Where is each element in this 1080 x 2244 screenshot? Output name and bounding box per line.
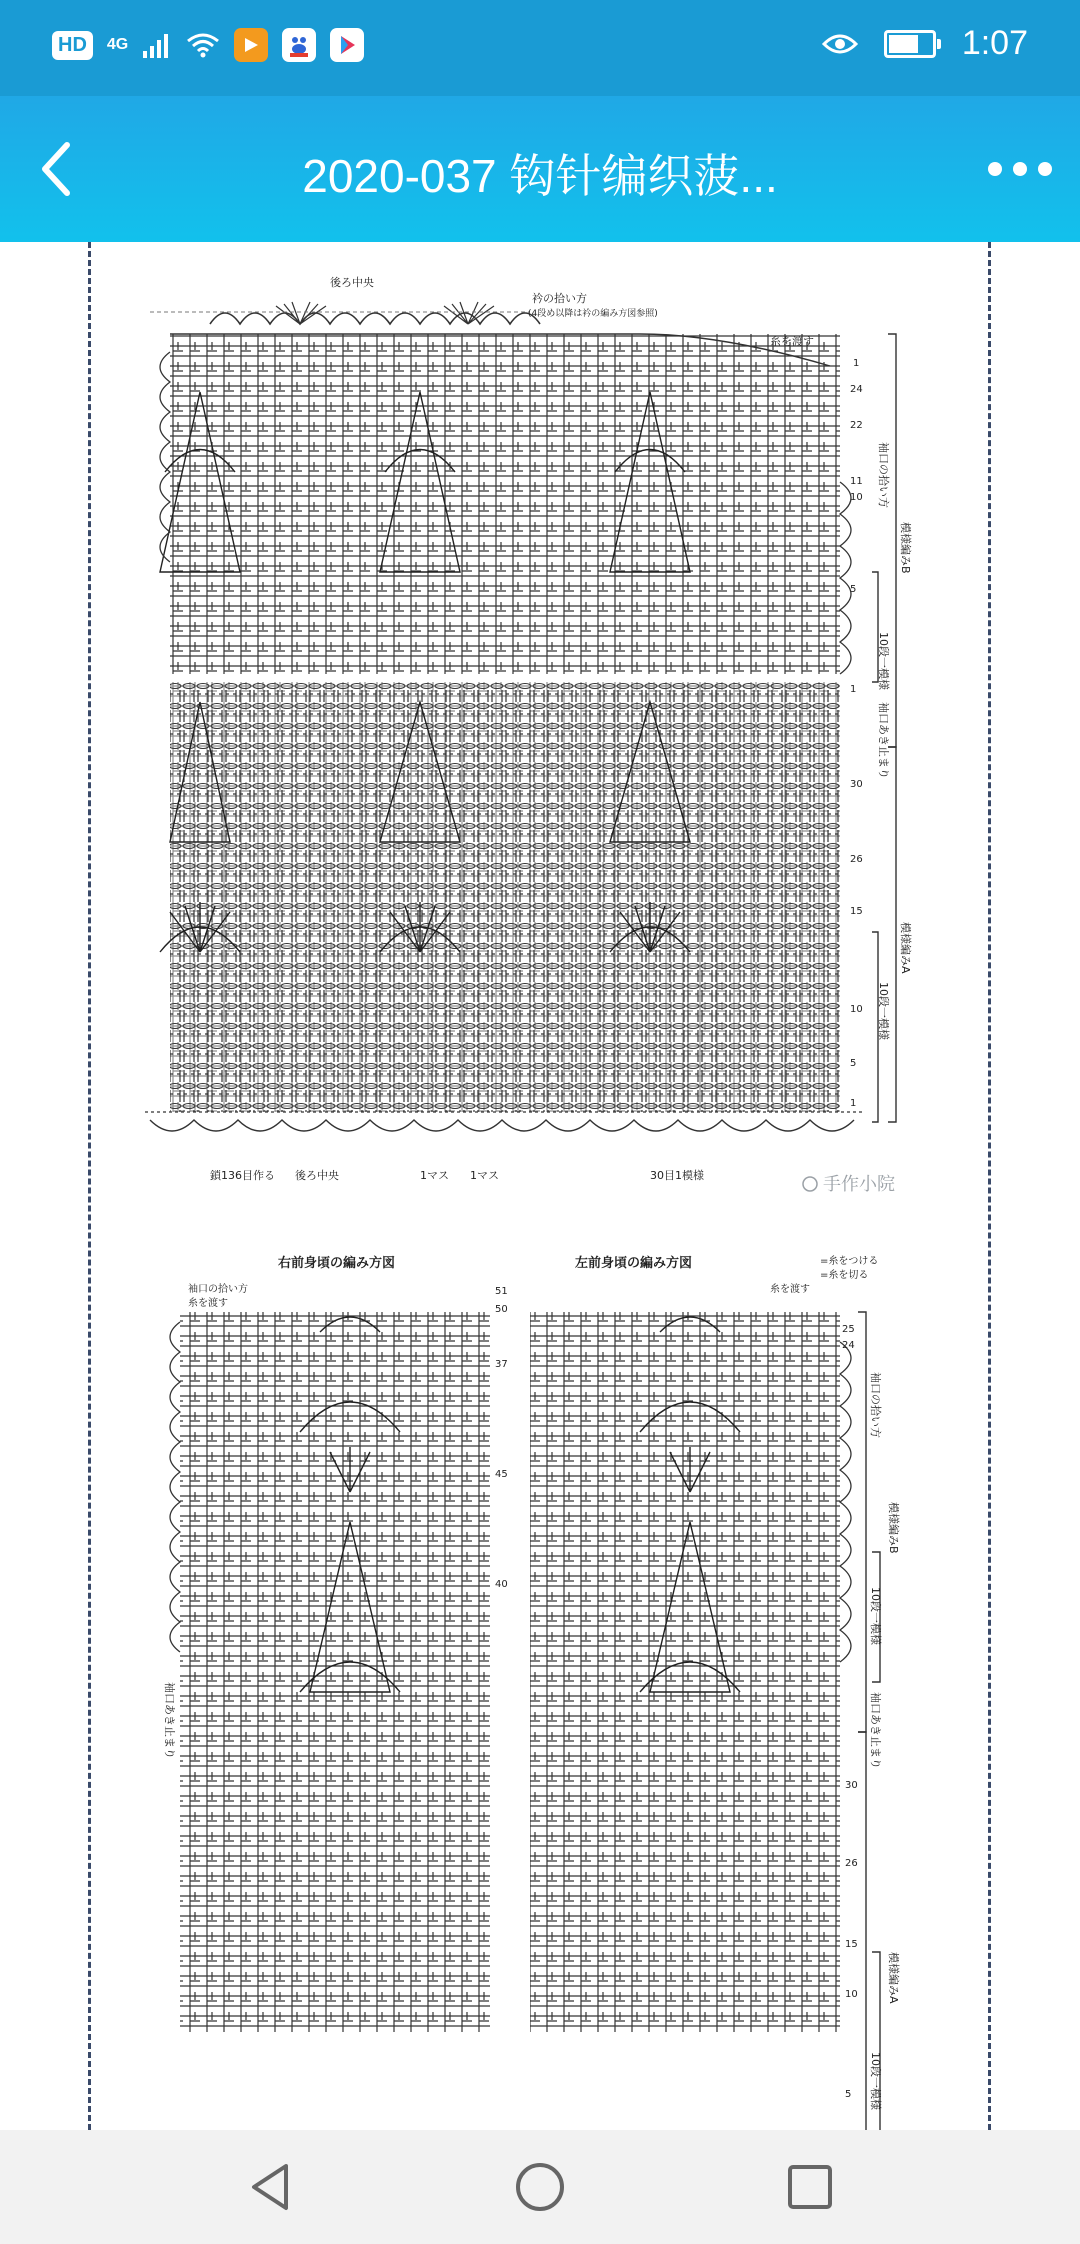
watermark-icon xyxy=(803,1177,817,1191)
svg-text:51: 51 xyxy=(495,1286,508,1297)
svg-text:10段一模様: 10段一模様 xyxy=(869,2052,882,2110)
svg-text:5: 5 xyxy=(850,584,857,595)
watermark-text: 手作小院 xyxy=(823,1174,895,1195)
svg-text:30目1模様: 30目1模様 xyxy=(650,1169,704,1182)
wifi-icon xyxy=(186,32,220,58)
bottom-scallop-edge xyxy=(150,1120,854,1131)
network-type: 4G xyxy=(106,36,129,53)
video-app-icon xyxy=(234,28,268,62)
label-armhole-left: 袖口の拾い方 xyxy=(188,1284,248,1295)
legend-cut: =糸を切る xyxy=(820,1270,869,1281)
label-attach-left: 糸を渡す xyxy=(188,1298,228,1309)
svg-text:26: 26 xyxy=(850,854,863,865)
pattern-block-upper xyxy=(170,334,840,674)
svg-text:模様編みA: 模様編みA xyxy=(887,1952,900,2004)
svg-text:30: 30 xyxy=(850,779,863,790)
baidu-app-icon xyxy=(282,28,316,62)
crochet-diagram-front xyxy=(0,1252,1080,2130)
clock: 1:07 xyxy=(961,24,1028,62)
right-front-block xyxy=(180,1312,490,2032)
svg-text:鎖136目作る: 鎖136目作る xyxy=(210,1169,275,1182)
svg-text:袖口あき止まり: 袖口あき止まり xyxy=(869,1692,882,1769)
label-back-center-top: 後ろ中央 xyxy=(330,276,374,289)
svg-text:10: 10 xyxy=(845,1989,858,2000)
youku-app-icon xyxy=(330,28,364,62)
svg-text:模様編みB: 模様編みB xyxy=(887,1502,900,1554)
article-content[interactable] xyxy=(0,242,1080,2130)
svg-text:37: 37 xyxy=(495,1359,508,1370)
label-collar: 衿の拾い方 xyxy=(532,292,587,305)
crochet-diagram-back xyxy=(0,242,1080,1242)
status-left xyxy=(52,28,364,62)
signal-icon xyxy=(142,31,172,59)
svg-text:25: 25 xyxy=(842,1324,855,1335)
svg-text:26: 26 xyxy=(845,1858,858,1869)
status-bar xyxy=(0,0,1080,96)
system-back-button[interactable] xyxy=(235,2152,305,2222)
top-scallop-edge xyxy=(150,302,540,324)
svg-text:1: 1 xyxy=(850,1098,857,1109)
system-home-button[interactable] xyxy=(505,2152,575,2222)
eye-comfort-icon xyxy=(822,32,858,56)
header-bar xyxy=(0,96,1080,242)
svg-text:10: 10 xyxy=(850,1004,863,1015)
hd-badge: HD xyxy=(52,31,93,60)
svg-text:模様編みA: 模様編みA xyxy=(899,922,912,974)
svg-text:1: 1 xyxy=(850,684,857,695)
svg-text:15: 15 xyxy=(850,906,863,917)
recents-square-icon xyxy=(786,2163,834,2211)
back-triangle-icon xyxy=(248,2162,292,2212)
legend-attach: =糸をつける xyxy=(820,1256,879,1267)
status-right xyxy=(822,24,1028,63)
row-number-labels xyxy=(850,358,863,1109)
left-front-title: 左前身頃の編み方図 xyxy=(575,1256,693,1271)
svg-text:45: 45 xyxy=(495,1469,508,1480)
more-dots-icon xyxy=(987,161,1053,177)
side-labels xyxy=(877,442,913,1040)
svg-text:11: 11 xyxy=(850,476,863,487)
svg-text:模様編みB: 模様編みB xyxy=(899,522,912,574)
svg-text:1マス: 1マス xyxy=(420,1169,449,1182)
svg-text:5: 5 xyxy=(845,2089,852,2100)
svg-text:1マス: 1マス xyxy=(470,1169,499,1182)
left-front-block xyxy=(530,1312,840,2032)
svg-text:後ろ中央: 後ろ中央 xyxy=(295,1169,339,1182)
right-front-title: 右前身頃の編み方図 xyxy=(278,1256,396,1271)
system-recents-button[interactable] xyxy=(775,2152,845,2222)
svg-text:10段一模様: 10段一模様 xyxy=(877,982,890,1040)
svg-text:袖口あき止まり: 袖口あき止まり xyxy=(163,1682,176,1759)
svg-text:50: 50 xyxy=(495,1304,508,1315)
page-title: 2020-037 钩针编织菠... xyxy=(302,150,778,202)
svg-text:袖口あき止まり: 袖口あき止まり xyxy=(877,702,890,779)
battery-fill xyxy=(889,35,918,53)
label-attach-right: 糸を渡す xyxy=(770,1284,810,1295)
svg-text:30: 30 xyxy=(845,1780,858,1791)
battery-icon xyxy=(884,30,936,58)
svg-text:10: 10 xyxy=(850,492,863,503)
svg-text:10段一模様: 10段一模様 xyxy=(869,1587,882,1645)
svg-text:袖口の拾い方: 袖口の拾い方 xyxy=(877,442,890,508)
svg-text:22: 22 xyxy=(850,420,863,431)
svg-text:40: 40 xyxy=(495,1579,508,1590)
svg-text:24: 24 xyxy=(850,384,863,395)
system-nav-bar xyxy=(0,2130,1080,2244)
home-circle-icon xyxy=(514,2161,566,2213)
svg-text:15: 15 xyxy=(845,1939,858,1950)
bottom-labels xyxy=(210,1168,704,1182)
svg-text:24: 24 xyxy=(842,1340,855,1351)
svg-text:袖口の拾い方: 袖口の拾い方 xyxy=(869,1372,882,1438)
label-collar-note: (4段め以降は衿の編み方図参照) xyxy=(528,309,658,319)
svg-text:5: 5 xyxy=(850,1058,857,1069)
svg-text:1: 1 xyxy=(853,358,860,369)
svg-text:10段一模様: 10段一模様 xyxy=(877,632,890,690)
more-button[interactable] xyxy=(980,142,1060,196)
